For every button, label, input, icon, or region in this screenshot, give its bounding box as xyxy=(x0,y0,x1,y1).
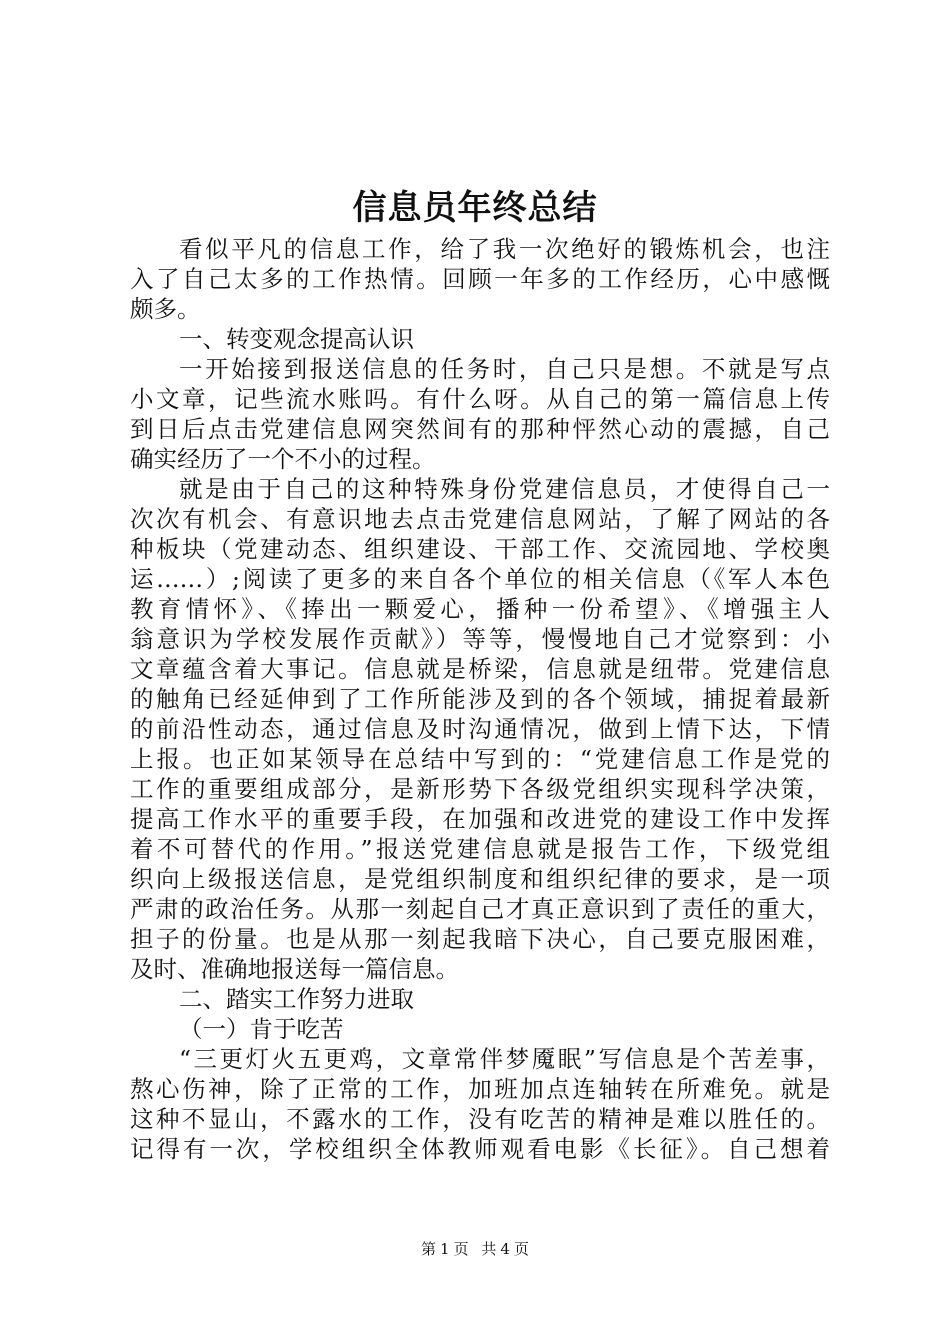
text-line: 这种不显山，不露水的工作，没有吃苦的精神是难以胜任的。 xyxy=(130,1105,830,1133)
text-line: 严肃的政治任务。从那一刻起自己才真正意识到了责任的重大， xyxy=(130,895,830,923)
text-line: 看似平凡的信息工作，给了我一次绝好的锻炼机会，也注 xyxy=(179,235,830,263)
text-line: 次次有机会、有意识地去点击党建信息网站，了解了网站的各 xyxy=(130,505,830,533)
text-line: 提高工作水平的重要手段，在加强和改进党的建设工作中发挥 xyxy=(130,805,830,833)
text-line: （一）肯于吃苦 xyxy=(179,1015,344,1043)
text-line: 着不可替代的作用。”报送党建信息就是报告工作，下级党组 xyxy=(130,835,830,863)
text-line: 入了自己太多的工作热情。回顾一年多的工作经历，心中感慨 xyxy=(130,265,830,293)
text-line: “三更灯火五更鸡，文章常伴梦魇眠”写信息是个苦差事， xyxy=(179,1045,830,1073)
page-footer xyxy=(0,1239,950,1259)
document-title: 信息员年终总结 xyxy=(352,188,598,228)
page-number: 1 xyxy=(440,1240,450,1258)
document-body xyxy=(130,234,830,1164)
text-line: 就是由于自己的这种特殊身份党建信息员，才使得自己一 xyxy=(179,475,830,503)
text-line: 担子的份量。也是从那一刻起我暗下决心，自己要克服困难， xyxy=(130,925,830,953)
text-line: 工作的重要组成部分，是新形势下各级党组织实现科学决策， xyxy=(130,775,830,803)
page-indicator xyxy=(419,1240,471,1258)
text-line: 小文章，记些流水账吗。有什么呀。从自己的第一篇信息上传 xyxy=(130,385,830,413)
text-line: 上报。也正如某领导在总结中写到的：“党建信息工作是党的 xyxy=(130,745,830,773)
text-line: 及时、准确地报送每一篇信息。 xyxy=(130,955,459,983)
total-number: 4 xyxy=(500,1240,510,1258)
total-pages-indicator xyxy=(479,1240,531,1258)
text-line: 教育情怀》、《捧出一颗爱心，播种一份希望》、《增强主人 xyxy=(130,595,830,623)
text-line: 一开始接到报送信息的任务时，自己只是想。不就是写点 xyxy=(179,355,830,383)
text-line: 种板块（党建动态、组织建设、干部工作、交流园地、学校奥 xyxy=(130,535,830,563)
text-line: 运……）;阅读了更多的来自各个单位的相关信息（《军人本色 xyxy=(130,565,830,593)
text-line: 的前沿性动态，通过信息及时沟通情况，做到上情下达，下情 xyxy=(130,715,830,743)
text-line: 熬心伤神，除了正常的工作，加班加点连轴转在所难免。就是 xyxy=(130,1075,830,1103)
page-suffix: 页 xyxy=(453,1240,469,1258)
page-label: 第 xyxy=(421,1240,437,1258)
text-line: 织向上级报送信息，是党组织制度和组织纪律的要求，是一项 xyxy=(130,865,830,893)
text-line: 翁意识为学校发展作贡献》）等等，慢慢地自己才觉察到：小 xyxy=(130,625,830,653)
total-suffix: 页 xyxy=(513,1240,529,1258)
text-line: 颇多。 xyxy=(130,295,201,323)
text-line: 二、踏实工作努力进取 xyxy=(179,985,414,1013)
text-line: 到日后点击党建信息网突然间有的那种怦然心动的震撼，自己 xyxy=(130,415,830,443)
total-label: 共 xyxy=(481,1240,497,1258)
text-line: 确实经历了一个不小的过程。 xyxy=(130,445,436,473)
text-line: 文章蕴含着大事记。信息就是桥梁，信息就是纽带。党建信息 xyxy=(130,655,830,683)
text-line: 记得有一次，学校组织全体教师观看电影《长征》。自己想着 xyxy=(130,1135,830,1163)
text-line: 一、转变观念提高认识 xyxy=(179,325,414,353)
text-line: 的触角已经延伸到了工作所能涉及到的各个领域，捕捉着最新 xyxy=(130,685,830,713)
